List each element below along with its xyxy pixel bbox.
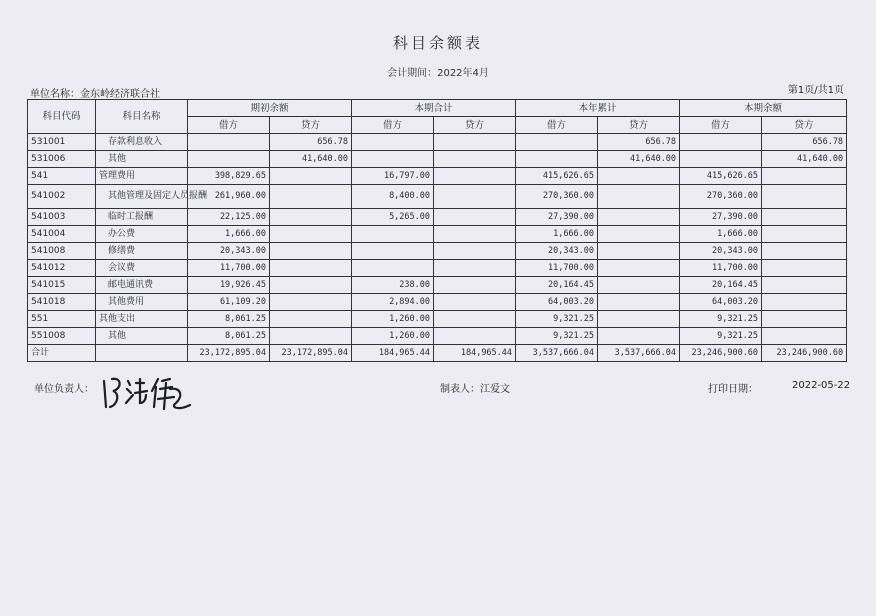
- credit-cell: [270, 260, 352, 277]
- credit-cell: [598, 168, 680, 185]
- header-credit: 贷方: [434, 117, 516, 134]
- responsible-label: 单位负责人：: [34, 384, 94, 395]
- credit-cell: 41,640.00: [270, 151, 352, 168]
- debit-cell: 8,061.25: [188, 328, 270, 345]
- debit-cell: 9,321.25: [680, 311, 762, 328]
- credit-cell: [762, 243, 847, 260]
- debit-cell: 20,343.00: [188, 243, 270, 260]
- table-row: [28, 311, 847, 328]
- credit-cell: [762, 328, 847, 345]
- debit-cell: 9,321.25: [516, 328, 598, 345]
- header-name: 科目名称: [96, 100, 188, 134]
- total-label: 合计: [28, 345, 96, 362]
- account-code: 541003: [28, 209, 96, 226]
- print-date-label: 打印日期：: [708, 384, 758, 395]
- debit-cell: [352, 260, 434, 277]
- debit-cell: 27,390.00: [516, 209, 598, 226]
- table-row: [28, 151, 847, 168]
- credit-cell: [762, 185, 847, 209]
- total-row: [28, 345, 847, 362]
- debit-cell: 20,164.45: [516, 277, 598, 294]
- debit-cell: 16,797.00: [352, 168, 434, 185]
- account-code: 531006: [28, 151, 96, 168]
- credit-cell: [762, 168, 847, 185]
- account-name: 其他: [96, 328, 188, 345]
- header-credit: 贷方: [762, 117, 847, 134]
- header-period-total: 本期合计: [352, 100, 516, 117]
- table-row: [28, 134, 847, 151]
- credit-cell: [270, 185, 352, 209]
- debit-cell: 1,666.00: [516, 226, 598, 243]
- header-year-cumulative: 本年累计: [516, 100, 680, 117]
- account-name: 修缮费: [96, 243, 188, 260]
- header-period-balance: 本期余额: [680, 100, 847, 117]
- account-name: 管理费用: [96, 168, 188, 185]
- debit-cell: 11,700.00: [516, 260, 598, 277]
- table-row: [28, 277, 847, 294]
- account-name: 其他费用: [96, 294, 188, 311]
- debit-cell: 20,343.00: [680, 243, 762, 260]
- credit-cell: [762, 311, 847, 328]
- debit-cell: 27,390.00: [680, 209, 762, 226]
- credit-cell: [434, 168, 516, 185]
- account-code: 541008: [28, 243, 96, 260]
- debit-cell: [680, 151, 762, 168]
- total-cell: 184,965.44: [352, 345, 434, 362]
- debit-cell: 19,926.45: [188, 277, 270, 294]
- credit-cell: [270, 209, 352, 226]
- table-row: [28, 294, 847, 311]
- account-code: 541004: [28, 226, 96, 243]
- credit-cell: 41,640.00: [598, 151, 680, 168]
- debit-cell: [188, 134, 270, 151]
- credit-cell: [762, 226, 847, 243]
- header-debit: 借方: [680, 117, 762, 134]
- debit-cell: 9,321.25: [680, 328, 762, 345]
- account-name: 会议费: [96, 260, 188, 277]
- debit-cell: [516, 151, 598, 168]
- debit-cell: [352, 134, 434, 151]
- debit-cell: 64,003.20: [680, 294, 762, 311]
- credit-cell: [598, 328, 680, 345]
- debit-cell: 1,260.00: [352, 328, 434, 345]
- credit-cell: [762, 209, 847, 226]
- debit-cell: 20,164.45: [680, 277, 762, 294]
- header-opening-balance: 期初余额: [188, 100, 352, 117]
- credit-cell: [270, 294, 352, 311]
- credit-cell: [270, 328, 352, 345]
- account-code: 531001: [28, 134, 96, 151]
- header-credit: 贷方: [270, 117, 352, 134]
- credit-cell: [270, 226, 352, 243]
- account-code: 541002: [28, 185, 96, 209]
- debit-cell: 1,666.00: [188, 226, 270, 243]
- debit-cell: 20,343.00: [516, 243, 598, 260]
- credit-cell: [434, 134, 516, 151]
- credit-cell: [270, 168, 352, 185]
- page-info: 第1页/共1页: [787, 85, 844, 96]
- debit-cell: 270,360.00: [516, 185, 598, 209]
- debit-cell: 1,666.00: [680, 226, 762, 243]
- debit-cell: 9,321.25: [516, 311, 598, 328]
- total-cell: 184,965.44: [434, 345, 516, 362]
- debit-cell: 8,061.25: [188, 311, 270, 328]
- report-title: 科目余额表: [392, 34, 483, 52]
- credit-cell: 656.78: [270, 134, 352, 151]
- credit-cell: [434, 151, 516, 168]
- total-cell: 3,537,666.04: [516, 345, 598, 362]
- credit-cell: 41,640.00: [762, 151, 847, 168]
- total-name-cell: [96, 345, 188, 362]
- debit-cell: [680, 134, 762, 151]
- credit-cell: [270, 277, 352, 294]
- credit-cell: [598, 277, 680, 294]
- credit-cell: [434, 226, 516, 243]
- debit-cell: [352, 243, 434, 260]
- account-name: 存款利息收入: [96, 134, 188, 151]
- table-row: [28, 260, 847, 277]
- print-date-value: 2022-05-22: [792, 380, 851, 391]
- account-name: 其他管理及固定人员报酬: [96, 185, 188, 209]
- debit-cell: 238.00: [352, 277, 434, 294]
- header-debit: 借方: [352, 117, 434, 134]
- unit-name: 单位名称：金东岭经济联合社: [30, 89, 160, 100]
- credit-cell: [762, 277, 847, 294]
- total-cell: 23,246,900.60: [762, 345, 847, 362]
- credit-cell: [434, 260, 516, 277]
- table-row: [28, 209, 847, 226]
- credit-cell: [598, 243, 680, 260]
- account-code: 541012: [28, 260, 96, 277]
- account-name: 办公费: [96, 226, 188, 243]
- table-row: [28, 328, 847, 345]
- debit-cell: 415,626.65: [680, 168, 762, 185]
- credit-cell: [434, 185, 516, 209]
- debit-cell: 398,829.65: [188, 168, 270, 185]
- debit-cell: 11,700.00: [680, 260, 762, 277]
- maker-label: 制表人：江爱文: [440, 384, 510, 395]
- debit-cell: 11,700.00: [188, 260, 270, 277]
- signature: [100, 373, 195, 415]
- debit-cell: 415,626.65: [516, 168, 598, 185]
- account-code: 551: [28, 311, 96, 328]
- debit-cell: 5,265.00: [352, 209, 434, 226]
- credit-cell: [434, 243, 516, 260]
- credit-cell: [434, 311, 516, 328]
- header-credit: 贷方: [598, 117, 680, 134]
- credit-cell: [598, 294, 680, 311]
- account-code: 551008: [28, 328, 96, 345]
- debit-cell: 8,400.00: [352, 185, 434, 209]
- accounting-period: 会计期间：2022年4月: [387, 68, 489, 79]
- credit-cell: [762, 294, 847, 311]
- account-name: 其他支出: [96, 311, 188, 328]
- debit-cell: 64,003.20: [516, 294, 598, 311]
- table-row: [28, 168, 847, 185]
- credit-cell: [762, 260, 847, 277]
- total-cell: 23,246,900.60: [680, 345, 762, 362]
- header-debit: 借方: [188, 117, 270, 134]
- debit-cell: [516, 134, 598, 151]
- credit-cell: [598, 209, 680, 226]
- debit-cell: 1,260.00: [352, 311, 434, 328]
- header-code: 科目代码: [28, 100, 96, 134]
- credit-cell: [434, 277, 516, 294]
- table-row: [28, 226, 847, 243]
- credit-cell: [598, 185, 680, 209]
- debit-cell: [352, 226, 434, 243]
- credit-cell: 656.78: [598, 134, 680, 151]
- debit-cell: 22,125.00: [188, 209, 270, 226]
- debit-cell: 61,109.20: [188, 294, 270, 311]
- account-name: 其他: [96, 151, 188, 168]
- credit-cell: [270, 243, 352, 260]
- total-cell: 23,172,895.04: [188, 345, 270, 362]
- credit-cell: [434, 209, 516, 226]
- table-row: [28, 243, 847, 260]
- credit-cell: [434, 328, 516, 345]
- debit-cell: [352, 151, 434, 168]
- debit-cell: [188, 151, 270, 168]
- debit-cell: 261,960.00: [188, 185, 270, 209]
- balance-table: [27, 99, 847, 362]
- account-code: 541015: [28, 277, 96, 294]
- credit-cell: 656.78: [762, 134, 847, 151]
- credit-cell: [598, 311, 680, 328]
- account-code: 541: [28, 168, 96, 185]
- credit-cell: [598, 260, 680, 277]
- credit-cell: [270, 311, 352, 328]
- credit-cell: [598, 226, 680, 243]
- header-debit: 借方: [516, 117, 598, 134]
- account-name: 临时工报酬: [96, 209, 188, 226]
- total-cell: 23,172,895.04: [270, 345, 352, 362]
- debit-cell: 270,360.00: [680, 185, 762, 209]
- table-row: [28, 185, 847, 209]
- credit-cell: [434, 294, 516, 311]
- total-cell: 3,537,666.04: [598, 345, 680, 362]
- debit-cell: 2,894.00: [352, 294, 434, 311]
- account-code: 541018: [28, 294, 96, 311]
- account-name: 邮电通讯费: [96, 277, 188, 294]
